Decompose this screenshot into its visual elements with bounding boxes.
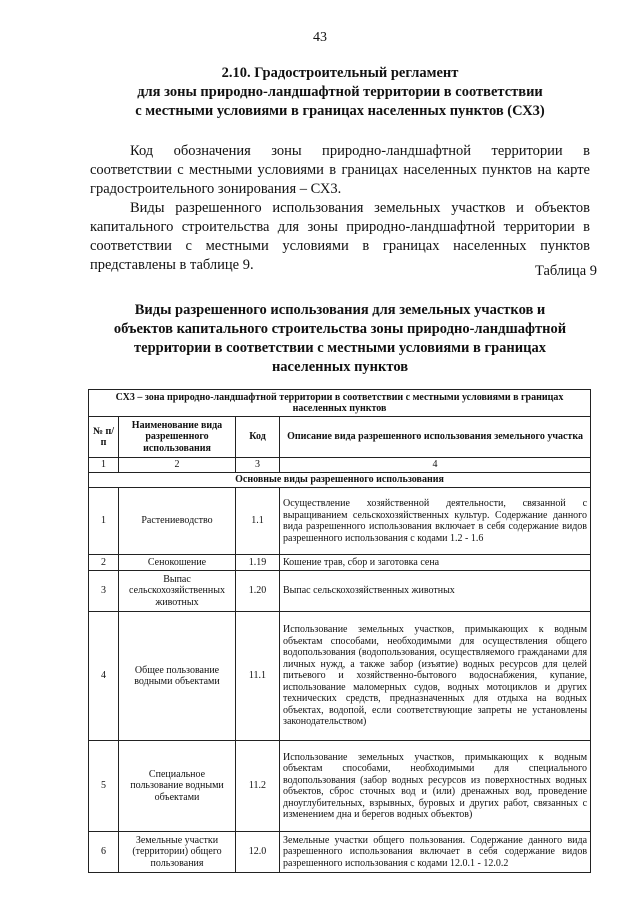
row-num: 4 bbox=[89, 612, 119, 741]
row-code: 1.19 bbox=[236, 555, 280, 571]
header-num: № п/п bbox=[89, 417, 119, 458]
row-num: 5 bbox=[89, 741, 119, 832]
table-row bbox=[89, 555, 591, 571]
row-name: Земельные участки (территории) общего пользования bbox=[119, 832, 236, 873]
section-title: Основные виды разрешенного использования bbox=[89, 473, 591, 488]
row-desc: Использование земельных участков, примыкающих к водным объектам способами, необходимыми для специального водопользования (забор водных ресурсов из поверхностных водных объектов, сброс сточных вод и (или) дренажных вод, проведение дноуглубительных, взрывных, буровых и других работ, связанных с изменением дна и берегов водных объектов) bbox=[280, 741, 591, 832]
row-code: 12.0 bbox=[236, 832, 280, 873]
zone-header-cell: СХ3 – зона природно-ландшафтной территории в соответствии с местными условиями в границах населенных пунктов bbox=[89, 390, 591, 417]
row-name: Выпас сельскохозяйственных животных bbox=[119, 571, 236, 612]
row-name: Общее пользование водными объектами bbox=[119, 612, 236, 741]
heading-line: для зоны природно-ландшафтной территории в соответствии bbox=[137, 84, 543, 100]
table-row bbox=[89, 571, 591, 612]
section-row bbox=[89, 473, 591, 488]
row-desc: Выпас сельскохозяйственных животных bbox=[280, 571, 591, 612]
header-code: Код bbox=[236, 417, 280, 458]
row-desc: Использование земельных участков, примыкающих к водным объектам способами, необходимыми для осуществления общего водопользования (водопользования, осуществляемого гражданами для личных нужд, а также забор (изъятие) водных ресурсов для целей питьевого и хозяйственно-бытового водоснабжения, купание, использование маломерных судов, водных мотоциклов и других технических средств, предназначенных для отдыха на водных объектах, водопой, если соответствующие запреты не установлены законодательством) bbox=[280, 612, 591, 741]
table-title-line: Виды разрешенного использования для земельных участков и bbox=[134, 302, 546, 318]
row-num: 6 bbox=[89, 832, 119, 873]
row-name: Сенокошение bbox=[119, 555, 236, 571]
page-number: 43 bbox=[313, 30, 327, 45]
row-code: 1.20 bbox=[236, 571, 280, 612]
column-number: 1 bbox=[89, 458, 119, 473]
permitted-use-table bbox=[88, 389, 591, 873]
section-heading bbox=[60, 64, 620, 121]
row-desc: Кошение трав, сбор и заготовка сена bbox=[280, 555, 591, 571]
row-name: Растениеводство bbox=[119, 488, 236, 555]
heading-line: с местными условиями в границах населенных пунктов (СХ3) bbox=[135, 103, 545, 119]
row-code: 11.2 bbox=[236, 741, 280, 832]
table-title-line: объектов капитального строительства зоны природно-ландшафтной bbox=[113, 321, 567, 337]
column-number: 4 bbox=[280, 458, 591, 473]
column-number: 2 bbox=[119, 458, 236, 473]
column-header-row bbox=[89, 417, 591, 458]
row-name: Специальное пользование водными объектами bbox=[119, 741, 236, 832]
table-label: Таблица 9 bbox=[534, 263, 597, 279]
heading-line: 2.10. Градостроительный регламент bbox=[221, 65, 459, 81]
header-desc: Описание вида разрешенного использования земельного участка bbox=[280, 417, 591, 458]
table-title-line: территории в соответствии с местными условиями в границах bbox=[134, 340, 546, 356]
column-number: 3 bbox=[236, 458, 280, 473]
row-desc: Осуществление хозяйственной деятельности, связанной с выращиванием сельскохозяйственных культур. Содержание данного вида разрешенного использования включает в себя содержание видов разрешенного использования с кодами 1.2 - 1.6 bbox=[280, 488, 591, 555]
table-row bbox=[89, 488, 591, 555]
column-number-row bbox=[89, 458, 591, 473]
row-code: 11.1 bbox=[236, 612, 280, 741]
zone-code-paragraph: Код обозначения зоны природно-ландшафтной территории в соответствии с местными условиями в границах населенных пунктов на карте градостроительного зонирования – СХ3. bbox=[90, 143, 590, 197]
table-title bbox=[90, 301, 590, 377]
row-desc: Земельные участки общего пользования. Содержание данного вида разрешенного использования включает в себя содержание видов разрешенного использования с кодами 12.0.1 - 12.0.2 bbox=[280, 832, 591, 873]
row-code: 1.1 bbox=[236, 488, 280, 555]
table-row bbox=[89, 612, 591, 741]
zone-header-row bbox=[89, 390, 591, 417]
table-row bbox=[89, 832, 591, 873]
row-num: 3 bbox=[89, 571, 119, 612]
header-name: Наименование вида разрешенного использования bbox=[119, 417, 236, 458]
row-num: 2 bbox=[89, 555, 119, 571]
row-num: 1 bbox=[89, 488, 119, 555]
table-row bbox=[89, 741, 591, 832]
table-title-line: населенных пунктов bbox=[271, 359, 409, 375]
permitted-use-paragraph: Виды разрешенного использования земельных участков и объектов капитального строительства для зоны природно-ландшафтной территории в соответствии с местными условиями в границах населенных пунктов представлены в таблице 9. bbox=[90, 200, 590, 273]
